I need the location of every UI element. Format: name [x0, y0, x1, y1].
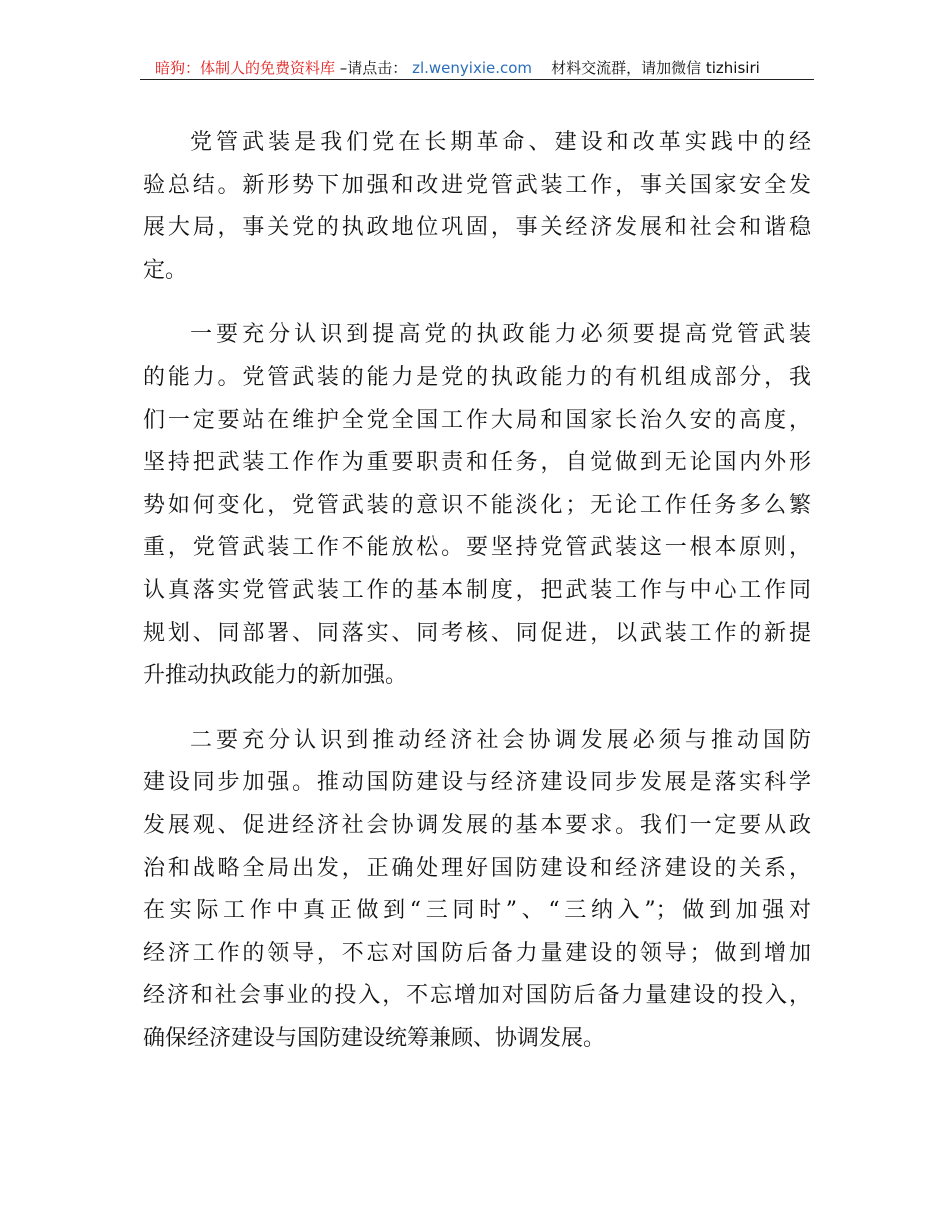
text-line: 经济工作的领导，不忘对国防后备力量建设的领导；做到增加: [143, 940, 811, 966]
site-link[interactable]: zl.wenyixie.com: [412, 59, 533, 77]
text-line: 验总结。新形势下加强和改进党管武装工作，事关国家安全发: [143, 172, 811, 198]
text-line: 们一定要站在维护全党全国工作大局和国家长治久安的高度，: [143, 407, 811, 433]
text-line: 二要充分认识到推动经济社会协调发展必须与推动国防: [190, 727, 811, 753]
text-line: 治和战略全局出发，正确处理好国防建设和经济建设的关系，: [143, 855, 811, 881]
page-header: [155, 57, 815, 78]
text-line: 一要充分认识到提高党的执政能力必须要提高党管武装: [190, 322, 811, 348]
link-prompt: –请点击：: [339, 59, 408, 77]
text-line: 确保经济建设与国防建设统筹兼顾、协调发展。: [143, 1025, 606, 1051]
text-line: 规划、同部署、同落实、同考核、同促进，以武装工作的新提: [143, 620, 811, 646]
paragraph: [143, 320, 811, 703]
paragraph: [143, 726, 811, 1067]
text-line: 的能力。党管武装的能力是党的执政能力的有机组成部分，我: [143, 364, 811, 390]
document-body: [143, 128, 811, 1088]
paragraph: [143, 128, 811, 298]
site-name: 暗狗：体制人的免费资料库: [155, 59, 336, 77]
text-line: 发展观、促进经济社会协调发展的基本要求。我们一定要从政: [143, 812, 811, 838]
text-line: 坚持把武装工作作为重要职责和任务，自觉做到无论国内外形: [143, 450, 811, 476]
contact-info: 材料交流群，请加微信 tizhisiri: [551, 59, 760, 77]
text-line: 认真落实党管武装工作的基本制度，把武装工作与中心工作同: [143, 577, 811, 603]
text-line: 重，党管武装工作不能放松。要坚持党管武装这一根本原则，: [143, 535, 811, 561]
text-line: 势如何变化，党管武装的意识不能淡化；无论工作任务多么繁: [143, 492, 811, 518]
header-divider: [140, 79, 814, 80]
text-line: 在实际工作中真正做到“三同时”、“三纳入”；做到加强对: [143, 898, 811, 924]
text-line: 定。: [143, 257, 188, 283]
text-line: 党管武装是我们党在长期革命、建设和改革实践中的经: [190, 130, 811, 155]
text-line: 升推动执政能力的新加强。: [143, 663, 408, 689]
text-line: 经济和社会事业的投入，不忘增加对国防后备力量建设的投入，: [143, 983, 811, 1009]
text-line: 建设同步加强。推动国防建设与经济建设同步发展是落实科学: [143, 770, 811, 796]
text-line: 展大局，事关党的执政地位巩固，事关经济发展和社会和谐稳: [143, 215, 811, 241]
